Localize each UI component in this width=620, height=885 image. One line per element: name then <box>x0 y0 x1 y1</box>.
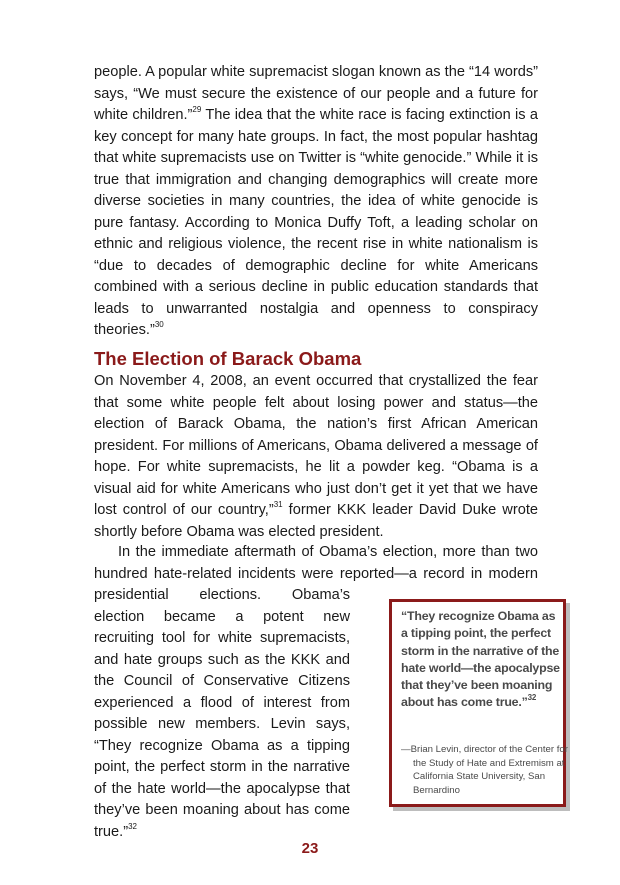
pull-quote-footnote-marker: 32 <box>527 693 537 703</box>
paragraph-text: On November 4, 2008, an event occurred that crystallized the fear that some white people felt about losing power and status—the election of Barack Obama, the nation’s first African American president. For millions of Americans, Obama delivered a message of hope. For white supremacists, he lit a powder keg. “Obama is a visual aid for white Americans who just don’t get it yet that we have lost control of our country,” <box>94 373 538 518</box>
body-paragraph-2 <box>94 371 538 543</box>
pull-quote-sidebar <box>389 599 566 807</box>
page-number: 23 <box>301 840 319 857</box>
paragraph-text-continued: former KKK leader David Duke wrote shortly before Obama was elected president. <box>94 502 538 540</box>
body-paragraph-1 <box>94 62 538 342</box>
paragraph-text-continued: The idea that the white race is facing extinction is a key concept for many hate groups. In fact, the most popular hashtag that white supremacists use on Twitter is “white genocide.” While it is true that immigration and changing demographics will create more diverse societies in many countries, the idea of white genocide is pure fantasy. According to Monica Duffy Toft, a leading scholar on ethnic and religious violence, the recent rise in white nationalism is “due to decades of demographic decline for white Americans combined with a serious decline in public education standards that leads to unwarranted nostalgia and openness to conspiracy theories.” <box>94 107 539 338</box>
footnote-marker-29: 29 <box>192 105 202 115</box>
pull-quote <box>401 608 561 712</box>
paragraph-text: people. A popular white supremacist slogan known as the “14 words” says, “We must secure the existence of our people and a future for white children.” <box>94 64 538 123</box>
footnote-marker-31: 31 <box>273 500 283 510</box>
pull-quote-text: “They recognize Obama as a tipping point, the perfect storm in the narrative of the hate world—the apocalypse that they’ve been moaning about has come true.” <box>401 609 560 710</box>
paragraph-text: In the immediate aftermath of Obama’s election, more than two hundred hate-related incidents were reported—a record in modern presidential elections. Obama’s election became a potent new recruiting tool for white supremacists, and hate groups such as the KKK and the Council of Conservative Citizens experienced a flood of interest from possible new members. Levin says, “They recognize Obama as a tipping point, the perfect storm in the narrative of the hate world—the apocalypse that they’ve been moaning about has come true.” <box>94 544 538 840</box>
pull-quote-attribution: —Brian Levin, director of the Center for the Study of Hate and Extremism at California State University, San Bernardino <box>401 744 568 796</box>
footnote-marker-32: 32 <box>128 821 137 831</box>
section-heading: The Election of Barack Obama <box>94 348 362 369</box>
footnote-marker-30: 30 <box>154 320 164 330</box>
